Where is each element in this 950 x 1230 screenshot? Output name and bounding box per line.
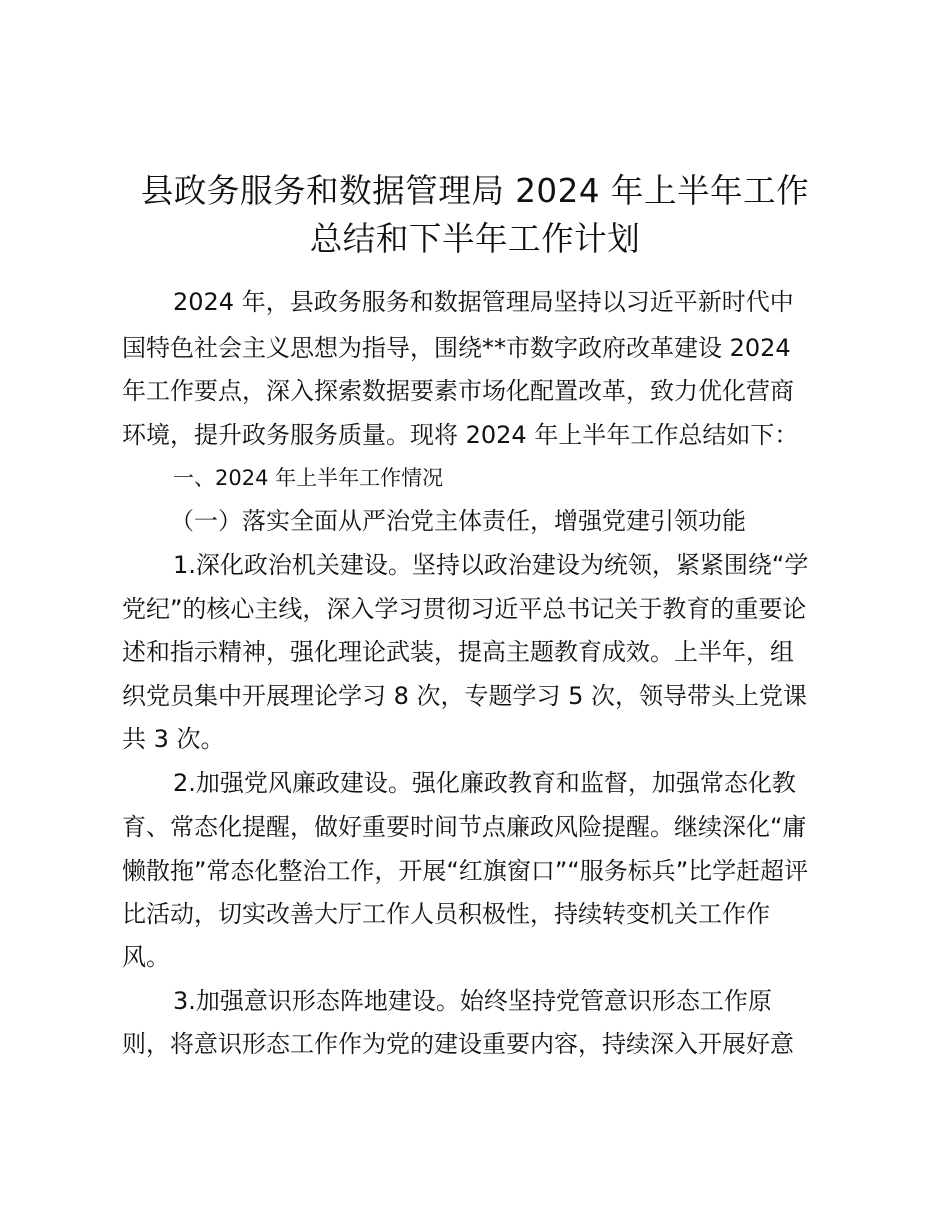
item3-line-2: 则，将意识形态工作作为党的建设重要内容，持续深入开展好意 [122,1030,794,1058]
document-title-line-1: 县政务服务和数据管理局 2024 年上半年工作 [140,171,810,210]
item2-line-3: 懒散拖”常态化整治工作，开展“红旗窗口”“服务标兵”比学赶超评 [122,857,809,885]
item2-line-4: 比活动，切实改善大厅工作人员积极性，持续转变机关工作作 [122,900,770,928]
section-heading: 一、2024 年上半年工作情况 [173,466,444,490]
intro-line-1: 2024 年，县政务服务和数据管理局坚持以习近平新时代中 [173,288,794,316]
subsection-heading: （一）落实全面从严治党主体责任，增强党建引领功能 [170,507,746,535]
item1-line-5: 共 3 次。 [122,725,225,753]
document-title-line-2: 总结和下半年工作计划 [309,219,641,258]
intro-line-2: 国特色社会主义思想为指导，围绕**市数字政府改革建设 2024 [122,334,791,362]
intro-line-4: 环境，提升政务服务质量。现将 2024 年上半年工作总结如下： [122,421,799,449]
item1-line-3: 述和指示精神，强化理论武装，提高主题教育成效。上半年，组 [122,638,794,666]
item1-line-2: 党纪”的核心主线，深入学习贯彻习近平总书记关于教育的重要论 [122,595,807,623]
item1-line-1: 1.深化政治机关建设。坚持以政治建设为统领，紧紧围绕“学 [173,551,809,579]
item2-line-2: 育、常态化提醒，做好重要时间节点廉政风险提醒。继续深化“庸 [122,813,807,841]
item3-line-1: 3.加强意识形态阵地建设。始终坚持党管意识形态工作原 [173,987,772,1015]
intro-line-3: 年工作要点，深入探索数据要素市场化配置改革，致力优化营商 [122,377,794,405]
item1-line-4: 织党员集中开展理论学习 8 次，专题学习 5 次，领导带头上党课 [122,682,808,710]
item2-line-1: 2.加强党风廉政建设。强化廉政教育和监督，加强常态化教 [173,769,796,797]
item2-line-5: 风。 [122,943,170,971]
